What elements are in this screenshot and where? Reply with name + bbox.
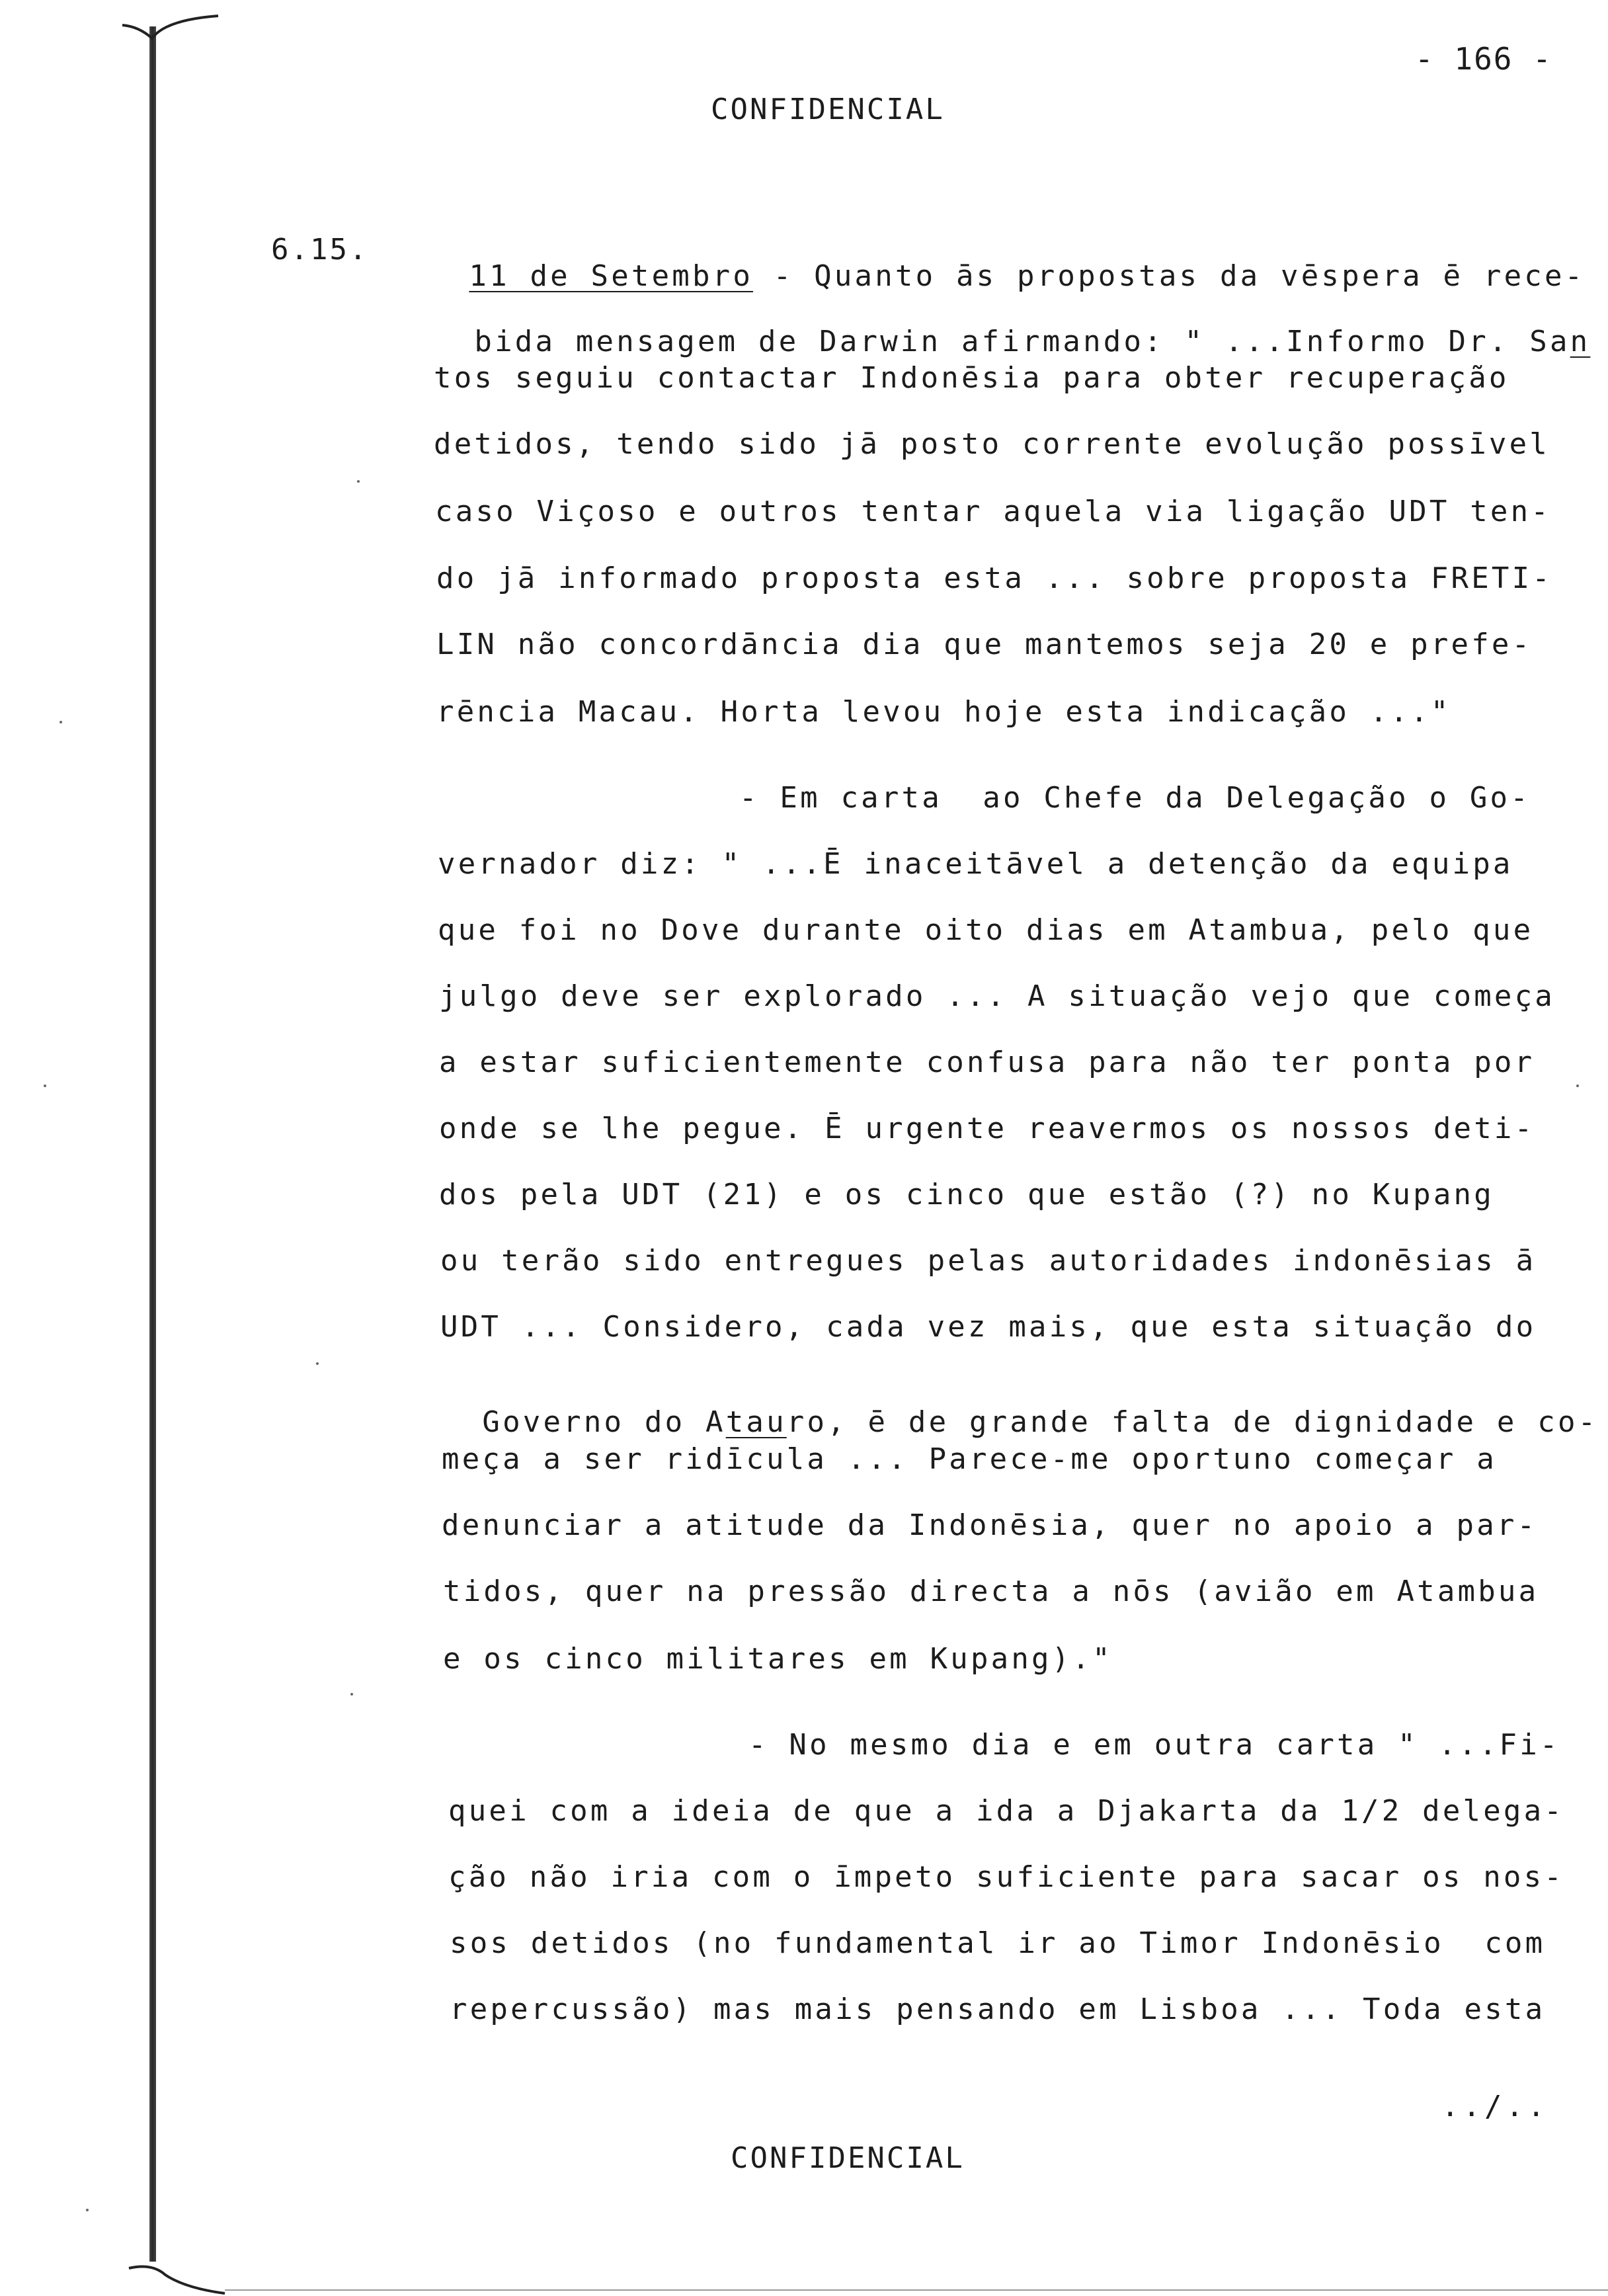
- text-line-9: - Em carta ao Chefe da Delegação o Go-: [739, 781, 1531, 815]
- text-line-23: - No mesmo dia e em outra carta " ...Fi-: [748, 1728, 1560, 1762]
- entry-date: 11 de Setembro: [469, 259, 754, 293]
- text-line-15: dos pela UDT (21) e os cinco que estão (?) no Kupang: [439, 1178, 1494, 1211]
- text-line-19: meça a ser ridīcula ... Parece-me oportuno começar a: [442, 1442, 1497, 1476]
- bottom-scan-edge: [225, 2289, 1608, 2291]
- confidential-header: CONFIDENCIAL: [711, 93, 945, 126]
- scan-speck: [86, 2209, 89, 2211]
- scan-speck: [1576, 1085, 1579, 1087]
- text-line-16: ou terão sido entregues pelas autoridades indonēsias ā: [440, 1244, 1537, 1278]
- text-line-7: LIN não concordāncia dia que mantemos seja 20 e prefe-: [436, 628, 1533, 661]
- text-line-1: [428, 233, 1585, 291]
- text-line-13: a estar suficientemente confusa para não ter ponta por: [439, 1046, 1535, 1079]
- text-line-25: ção não iria com o īmpeto suficiente para sacar os nos-: [448, 1860, 1564, 1894]
- text-line-8: rēncia Macau. Horta levou hoje esta indicação ...": [436, 695, 1451, 729]
- text-line-2-text: bida mensagem de Darwin afirmando: " ...Informo Dr. Sa: [474, 325, 1570, 358]
- text-line-3: tos seguiu contactar Indonēsia para obter recuperação: [434, 361, 1509, 395]
- page-number: - 166 -: [1415, 41, 1552, 77]
- text-line-12: julgo deve ser explorado ... A situação vejo que começa: [439, 979, 1555, 1013]
- text-line-11: que foi no Dove durante oito dias em Atambua, pelo que: [438, 913, 1534, 947]
- text-line-18-underlined: tau: [725, 1405, 787, 1439]
- text-line-5: caso Viçoso e outros tentar aquela via ligação UDT ten-: [435, 495, 1551, 528]
- scan-speck: [357, 480, 360, 483]
- scan-speck: [60, 721, 62, 723]
- text-line-18: [442, 1379, 1598, 1437]
- confidential-footer: CONFIDENCIAL: [731, 2141, 965, 2175]
- text-line-17: UDT ... Considero, cada vez mais, que esta situação do: [440, 1310, 1537, 1344]
- text-line-14: onde se lhe pegue. Ē urgente reavermos os nossos deti-: [439, 1112, 1535, 1145]
- section-number: 6.15.: [271, 233, 369, 266]
- text-line-10: vernador diz: " ...Ē inaceitāvel a detenção da equipa: [438, 847, 1513, 881]
- scan-speck: [350, 1693, 353, 1696]
- text-line-22: e os cinco militares em Kupang).": [443, 1642, 1113, 1676]
- text-line-6: do jā informado proposta esta ... sobre proposta FRETI-: [436, 561, 1552, 595]
- scan-speck: [44, 1085, 46, 1087]
- text-line-26: sos detidos (no fundamental ir ao Timor Indonēsio com: [450, 1926, 1546, 1960]
- text-line-2-underlined: n: [1570, 325, 1591, 358]
- text-line-20: denunciar a atitude da Indonēsia, quer no apoio a par-: [442, 1508, 1538, 1542]
- binding-edge: [149, 26, 156, 2262]
- continuation-mark: ../..: [1441, 2090, 1549, 2123]
- text-line-24: quei com a ideia de que a ida a Djakarta da 1/2 delega-: [448, 1794, 1564, 1828]
- text-line-27: repercussão) mas mais pensando em Lisboa ... Toda esta: [450, 1992, 1546, 2026]
- text-line-4: detidos, tendo sido jā posto corrente evolução possīvel: [434, 427, 1550, 461]
- text-line-21: tidos, quer na pressão directa a nōs (avião em Atambua: [443, 1575, 1539, 1608]
- text-line-2: [434, 298, 1590, 356]
- binding-bottom-mark: [126, 2248, 231, 2296]
- text-line-1-rest: - Quanto ās propostas da vēspera ē rece-: [753, 259, 1586, 293]
- binding-top-mark: [119, 7, 225, 46]
- scan-speck: [316, 1362, 319, 1365]
- text-line-18-pre: Governo do A: [482, 1405, 726, 1439]
- text-line-18-post: ro, ē de grande falta de dignidade e co-: [786, 1405, 1599, 1439]
